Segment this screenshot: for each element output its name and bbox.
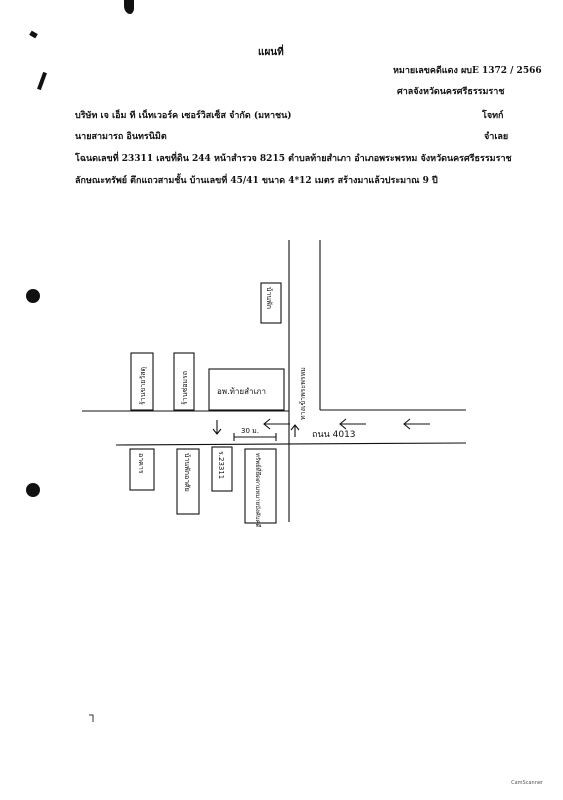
arrow-left-3: [264, 419, 290, 429]
house-north-label: ร้านขายวัสดุ: [139, 366, 147, 405]
plaintiff-name: บริษัท เจ เอ็ม ที เน็ทเวอร์ค เซอร์วิสเซ็ส จำกัด (มหาชน): [75, 111, 292, 121]
house-south-label: ทรัพย์ที่ยึดตามหมายบังคับคดี: [254, 453, 261, 528]
deed-details: โฉนดเลขที่ 23311 เลขที่ดิน 244 หน้าสำรวจ 8215 ตำบลท้ายสำเภา อำเภอพระพรหม จังหวัดนครศรีธรรมราช: [75, 154, 512, 164]
plaintiff-role: โจทก์: [482, 111, 504, 121]
house-north-label: ร้านซ่อมรถ: [181, 370, 189, 405]
arrow-up-1: [291, 425, 299, 437]
case-number: หมายเลขคดีแดง ผบE 1372 / 2566: [393, 66, 542, 76]
arrow-down-1: [213, 420, 221, 434]
property-details: ลักษณะทรัพย์ ตึกแถวสามชั้น บ้านเลขที่ 45/41 ขนาด 4*12 เมตร สร้างมาแล้วประมาณ 9 ปี: [75, 176, 438, 186]
defendant-role: จำเลย: [484, 132, 509, 142]
main-building-label: อพ.ท้ายสำเภา: [217, 387, 266, 396]
house-north-label: บ้านพัก: [265, 287, 273, 310]
arrow-left-2: [340, 419, 366, 429]
document-title: แผนที่: [258, 47, 284, 58]
scanner-watermark: CamScanner: [511, 780, 543, 786]
side-road-label: ทางเข้าพระพรหม: [299, 367, 307, 420]
house-south-label: ร.23311: [217, 451, 225, 480]
court-name: ศาลจังหวัดนครศรีธรรมราช: [397, 87, 505, 97]
house-south-label: อาคาร: [137, 453, 145, 474]
main-road-bottom-edge: [116, 443, 466, 445]
dimension-label: 30 ม.: [241, 427, 259, 435]
scan-mark: [89, 715, 93, 722]
house-south-label: บ้านพักอาศัย: [183, 453, 191, 492]
defendant-name: นายสามารถ อินทรนิมิต: [75, 132, 167, 142]
road-label: ถนน 4013: [312, 430, 356, 440]
arrow-left-1: [404, 419, 430, 429]
